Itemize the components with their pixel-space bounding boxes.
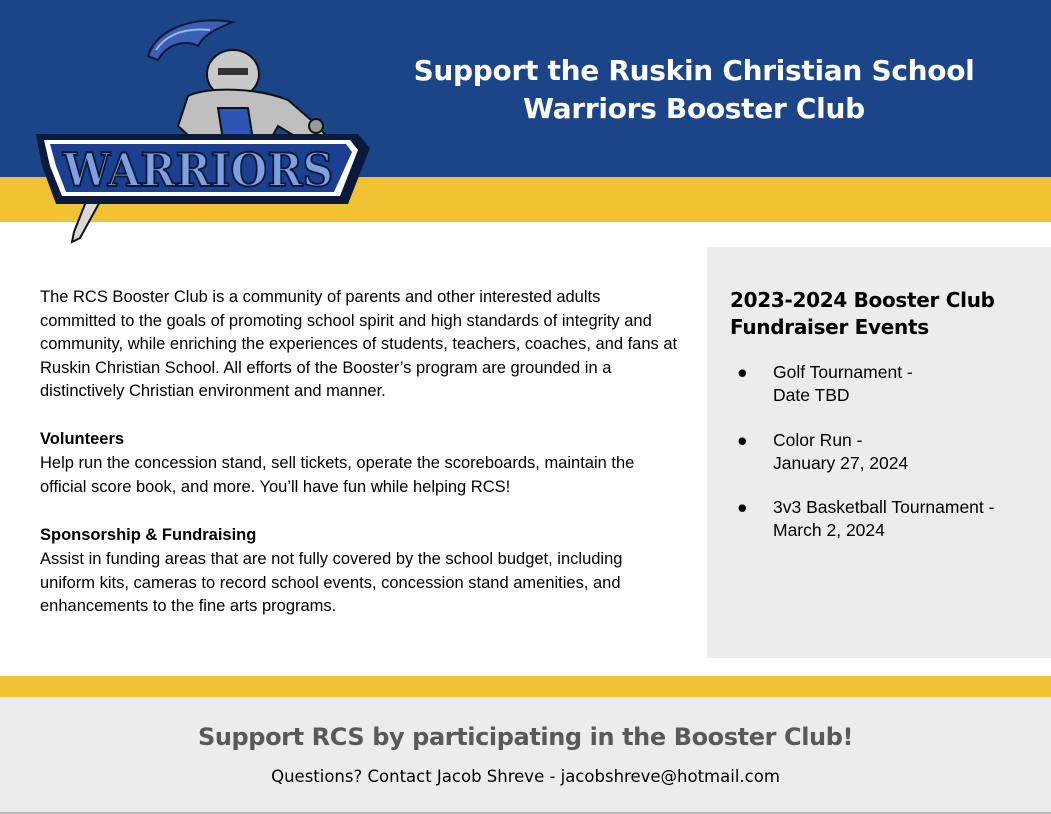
svg-text:WARRIORS: WARRIORS: [62, 143, 334, 197]
event-date: Date TBD: [773, 385, 850, 405]
warriors-logo: [28, 16, 370, 248]
event-name: Color Run -: [773, 430, 863, 450]
event-date: January 27, 2024: [773, 453, 909, 473]
bullet-icon: ●: [737, 497, 748, 517]
bullet-icon: ●: [737, 362, 748, 382]
event-name: Golf Tournament -: [773, 362, 913, 382]
page-title: [380, 52, 1008, 128]
volunteers-heading: Volunteers: [40, 430, 125, 448]
title-line-1: Support the Ruskin Christian School: [413, 54, 975, 87]
events-panel: [707, 247, 1051, 658]
sponsorship-heading: Sponsorship & Fundraising: [40, 526, 257, 544]
volunteers-text: Help run the concession stand, sell tickets, operate the scoreboards, maintain the official score book, and more. You’ll have fun while helping RCS!: [40, 454, 635, 496]
intro-paragraph: The RCS Booster Club is a community of parents and other interested adults committed to the goals of promoting school spirit and high standards of integrity and community, while enriching the experiences of students, teachers, coaches, and fans at Ruskin Christian School. All efforts of the Booster’s program are grounded in a distinctively Christian environment and manner.: [40, 288, 678, 401]
event-date: March 2, 2024: [773, 520, 885, 540]
bullet-icon: ●: [737, 430, 748, 450]
sponsorship-text: Assist in funding areas that are not fully covered by the school budget, including uniform kits, cameras to record school events, concession stand amenities, and enhancements to the fine arts programs.: [40, 550, 623, 616]
footer-gold-stripe: [0, 676, 1051, 697]
footer: [0, 697, 1051, 812]
events-heading: 2023-2024 Booster Club Fundraiser Events: [730, 288, 995, 339]
title-line-2: Warriors Booster Club: [523, 92, 865, 125]
event-name: 3v3 Basketball Tournament -: [773, 497, 995, 517]
footer-title: Support RCS by participating in the Booster Club!: [197, 723, 854, 751]
contact-line: Questions? Contact Jacob Shreve - jacobshreve@hotmail.com: [271, 767, 780, 786]
